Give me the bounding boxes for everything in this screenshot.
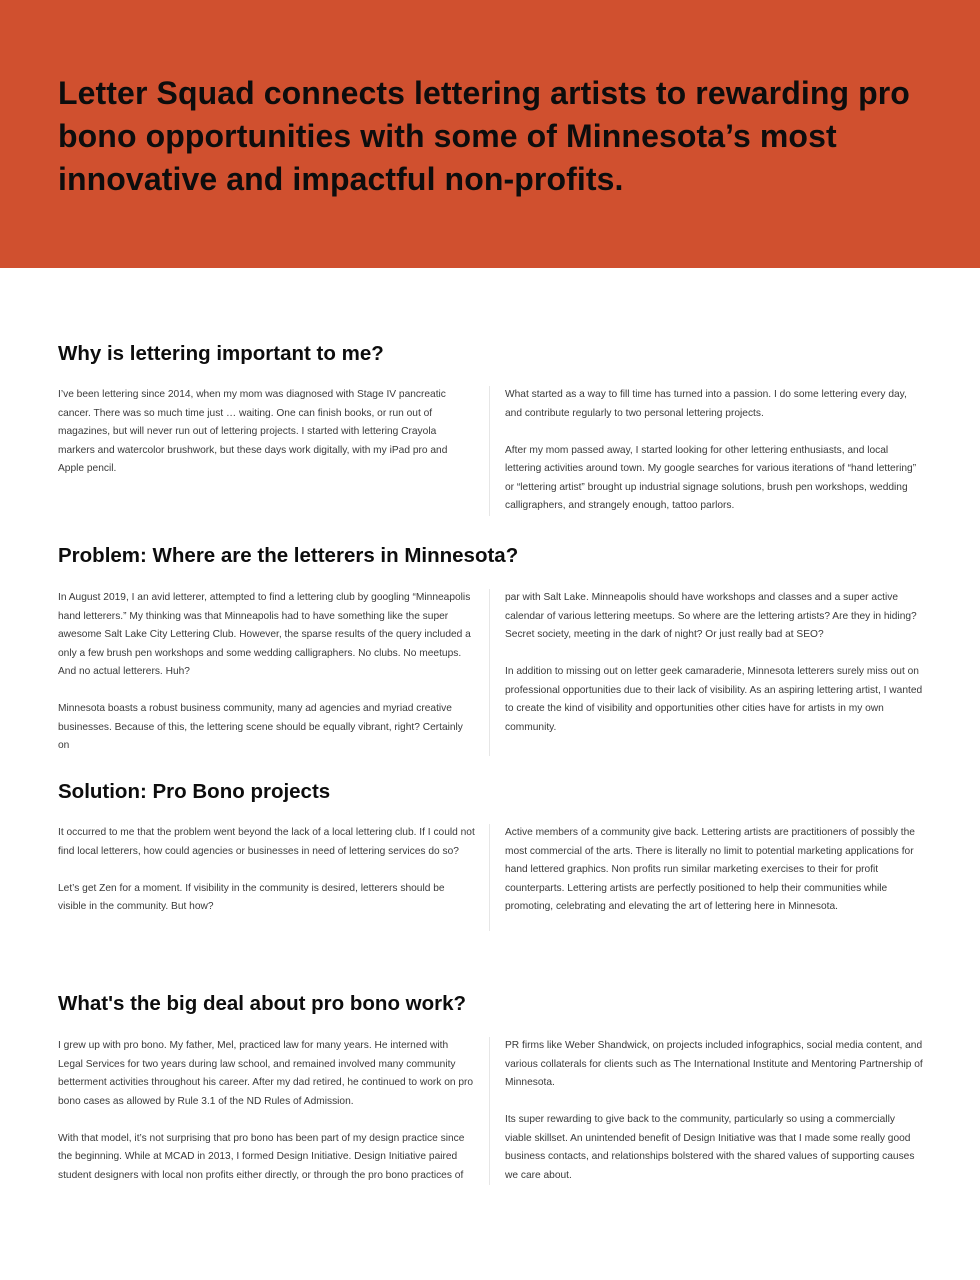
hero-title: Letter Squad connects lettering artists to rewarding pro bono opportunities with some of Minnesota’s most innovative and impactful non-profits.	[58, 75, 910, 197]
paragraph: After my mom passed away, I started looking for other lettering enthusiasts, and local lettering activities around town. My google searches for various iterations of “hand lettering” or “lettering artist” brought up industrial signage solutions, brush pen workshops, wedding calligraphers, and strangely enough, tattoo parlors.	[505, 444, 917, 511]
section-solution	[58, 779, 924, 912]
paragraph: Minnesota boasts a robust business community, many ad agencies and myriad creative businesses. Because of this, the lettering scene should be equally vibrant, right? Certainly on	[58, 703, 463, 751]
paragraph: Active members of a community give back. Lettering artists are practitioners of possibly the most commercial of the arts. There is literally no limit to potential marketing applications for hand lettered graphics. Non profits run similar marketing exercises to their for profit counterparts. Lettering artists are perfectly positioned to help their communities while promoting, celebrating and elevating the art of lettering here in Minnesota.	[505, 827, 915, 912]
section-columns	[58, 386, 924, 516]
section-columns	[58, 1037, 924, 1185]
right-column	[490, 824, 924, 931]
section-problem	[58, 543, 924, 751]
paragraph: In August 2019, I an avid letterer, attempted to find a lettering club by googling “Minneapolis hand letterers.” My thinking was that Minneapolis had to have something like the super awesome Salt Lake City Lettering Club. However, the sparse results of the query included a only a few brush pen workshops and some wedding calligraphers. No clubs. No meetups. And no actual letterers. Huh?	[58, 592, 471, 677]
paragraph: Let’s get Zen for a moment. If visibility in the community is desired, letterers should be visible in the community. But how?	[58, 882, 445, 912]
left-column	[58, 386, 490, 516]
paragraph: In addition to missing out on letter geek camaraderie, Minnesota letterers surely miss out on professional opportunities due to their lack of visibility. As an aspiring lettering artist, I wanted to create the kind of visibility and opportunities other cities have for artists in my own community.	[505, 666, 923, 733]
paragraph: Its super rewarding to give back to the community, particularly so using a commercially viable skillset. An unintended benefit of Design Initiative was that I made some really good business contacts, and relationships bolstered with the shared values of supporting causes we care about.	[505, 1114, 915, 1181]
section-heading: What's the big deal about pro bono work?	[58, 992, 467, 1015]
paragraph: What started as a way to fill time has turned into a passion. I do some lettering every day, and contribute regularly to two personal lettering projects.	[505, 389, 907, 419]
paragraph: It occurred to me that the problem went beyond the lack of a local lettering club. If I could not find local letterers, how could agencies or businesses in need of lettering services do so?	[58, 827, 475, 857]
paragraph: With that model, it’s not surprising that pro bono has been part of my design practice since the beginning. While at MCAD in 2013, I formed Design Initiative. Design Initiative paired student designers with local non profits either directly, or through the pro bono practices of	[58, 1132, 465, 1181]
paragraph: PR firms like Weber Shandwick, on projects included infographics, social media content, and various collaterals for clients such as The International Institute and Mentoring Partnership of Minnesota.	[505, 1040, 923, 1088]
section-columns	[58, 589, 924, 756]
right-column	[490, 1037, 924, 1185]
section-heading: Solution: Pro Bono projects	[58, 780, 331, 803]
paragraph: I’ve been lettering since 2014, when my mom was diagnosed with Stage IV pancreatic cancer. There was so much time just … waiting. One can finish books, or run out of magazines, but will never run out of lettering projects. I started with lettering Crayola markers and watercolor brushwork, but these days work digitally, with my iPad pro and Apple pencil.	[58, 389, 448, 474]
section-columns	[58, 824, 924, 931]
paragraph: par with Salt Lake. Minneapolis should have workshops and classes and a super active calendar of various lettering meetups. So where are the lettering artists? Are they in hiding? Secret society, meeting in the dark of night? Or just really bad at SEO?	[505, 592, 917, 640]
left-column	[58, 1037, 490, 1185]
section-pro-bono	[58, 991, 924, 1181]
right-column	[490, 589, 924, 756]
section-why-lettering	[58, 341, 924, 511]
paragraph: I grew up with pro bono. My father, Mel, practiced law for many years. He interned with Legal Services for two years during law school, and remained involved many community betterment activities throughout his career. After my dad retired, he continued to work on pro bono cases as allowed by Rule 3.1 of the ND Rules of Admission.	[58, 1040, 474, 1107]
hero-banner	[0, 0, 980, 268]
right-column	[490, 386, 924, 516]
section-heading: Problem: Where are the letterers in Minnesota?	[58, 544, 519, 567]
left-column	[58, 589, 490, 756]
section-heading: Why is lettering important to me?	[58, 342, 384, 365]
left-column	[58, 824, 490, 931]
